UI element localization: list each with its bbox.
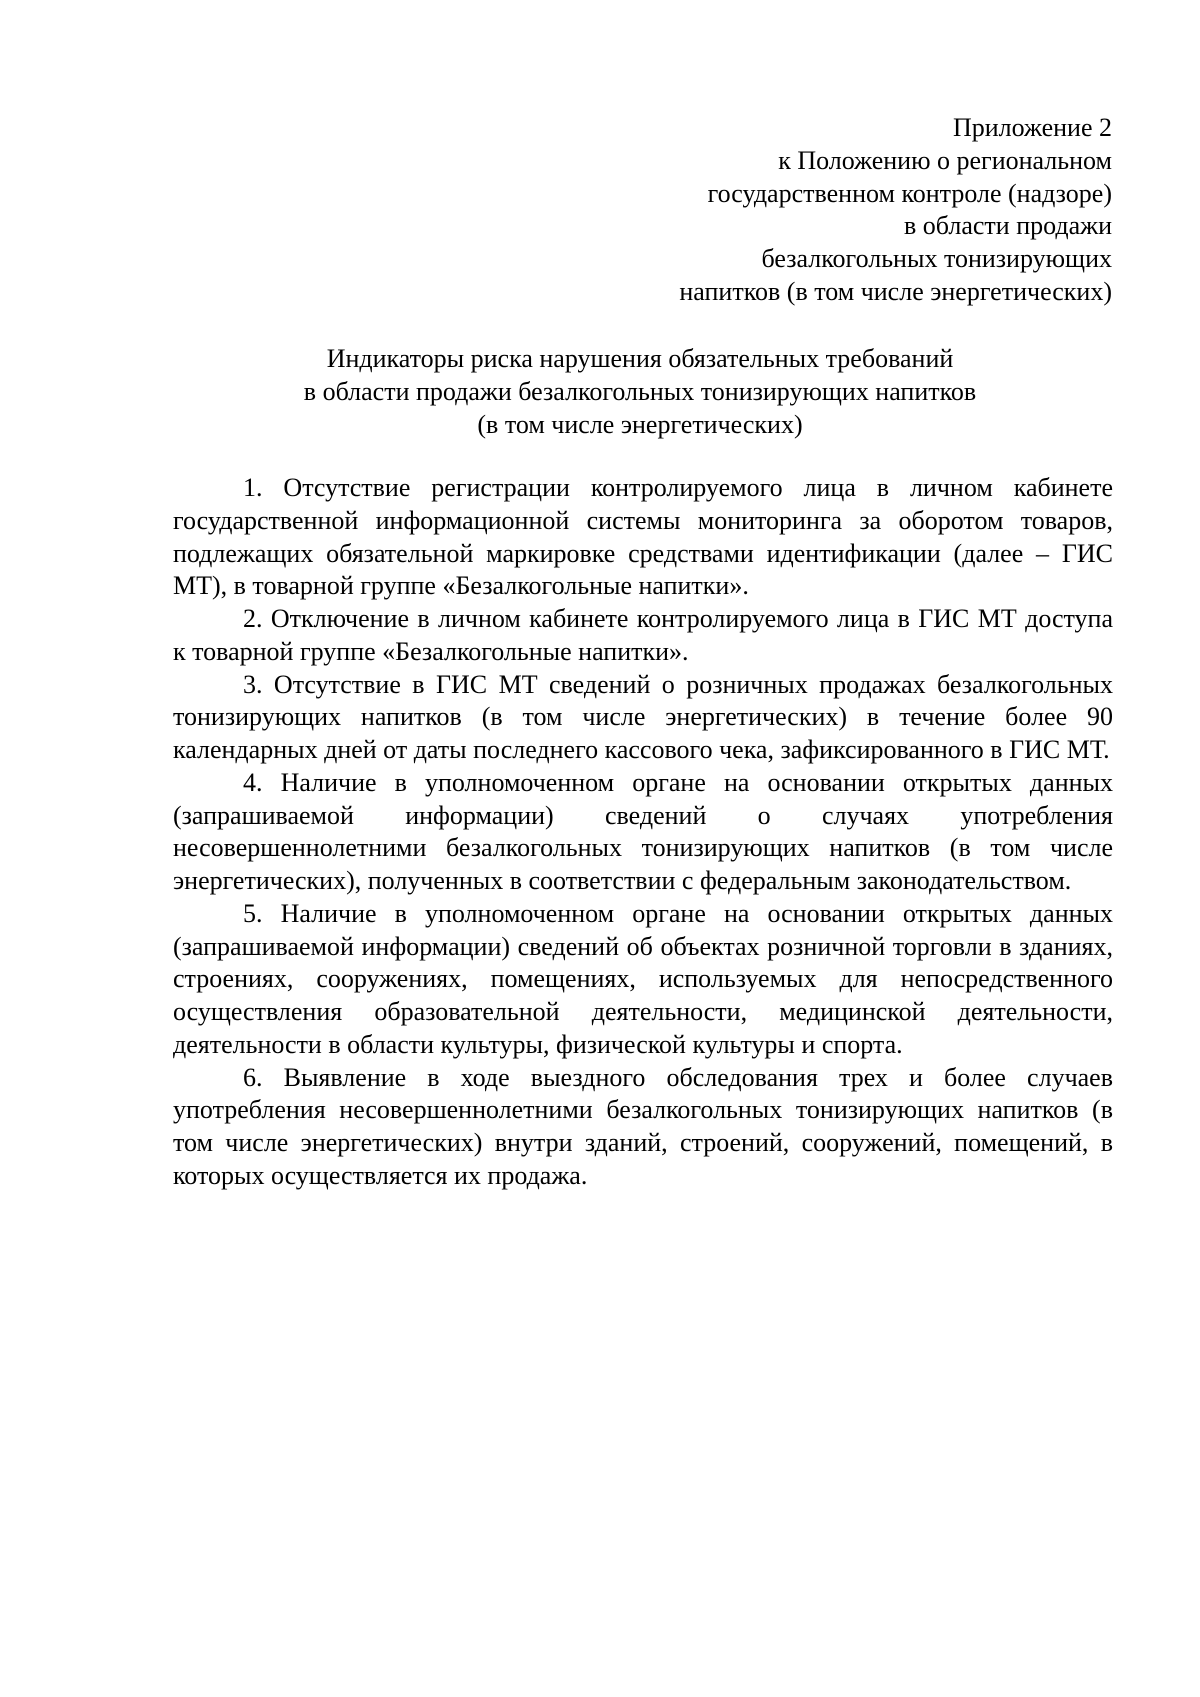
document-title-line: в области продажи безалкогольных тонизирующих напитков: [303, 377, 977, 406]
risk-indicator-item: 5. Наличие в уполномоченном органе на основании открытых данных (запрашиваемой информации) сведений об объектах розничной торговли в зданиях, строениях, сооружениях, помещениях, используемых для непосредственного осуществления образовательной деятельности, медицинской деятельности, деятельности в области культуры, физической культуры и спорта.: [173, 898, 1113, 1059]
document-title-line: Индикаторы риска нарушения обязательных требований: [326, 344, 954, 373]
appendix-header-line: к Положению о региональном: [778, 145, 1112, 175]
risk-indicator-item: 2. Отключение в личном кабинете контролируемого лица в ГИС МТ доступа к товарной группе «Безалкогольные напитки».: [173, 604, 1113, 666]
risk-indicator-list: [173, 472, 1113, 1193]
appendix-header-line: государственном контроле (надзоре): [707, 178, 1112, 208]
appendix-header-line: безалкогольных тонизирующих: [761, 244, 1112, 274]
document-title: [170, 342, 1110, 441]
appendix-header-line: в области продажи: [904, 211, 1112, 241]
appendix-header-line: напитков (в том числе энергетических): [679, 276, 1112, 306]
appendix-header-line: Приложение 2: [952, 113, 1112, 142]
risk-indicator-item: 3. Отсутствие в ГИС МТ сведений о розничных продажах безалкогольных тонизирующих напитков (в том числе энергетических) в течение более 90 календарных дней от даты последнего кассового чека, зафиксированного в ГИС МТ.: [173, 669, 1113, 764]
appendix-header: [679, 112, 1112, 309]
risk-indicator-item: 6. Выявление в ходе выездного обследования трех и более случаев употребления несовершеннолетними безалкогольных тонизирующих напитков (в том числе энергетических) внутри зданий, строений, сооружений, помещений, в которых осуществляется их продажа.: [173, 1062, 1113, 1190]
risk-indicator-item: 4. Наличие в уполномоченном органе на основании открытых данных (запрашиваемой информации) сведений о случаях употребления несовершеннолетними безалкогольных тонизирующих напитков (в том числе энергетических), полученных в соответствии с федеральным законодательством.: [173, 767, 1113, 895]
risk-indicator-item: 1. Отсутствие регистрации контролируемого лица в личном кабинете государственной информационной системы мониторинга за оборотом товаров, подлежащих обязательной маркировке средствами идентификации (далее – ГИС МТ), в товарной группе «Безалкогольные напитки».: [173, 473, 1113, 601]
document-title-line: (в том числе энергетических): [477, 410, 803, 439]
